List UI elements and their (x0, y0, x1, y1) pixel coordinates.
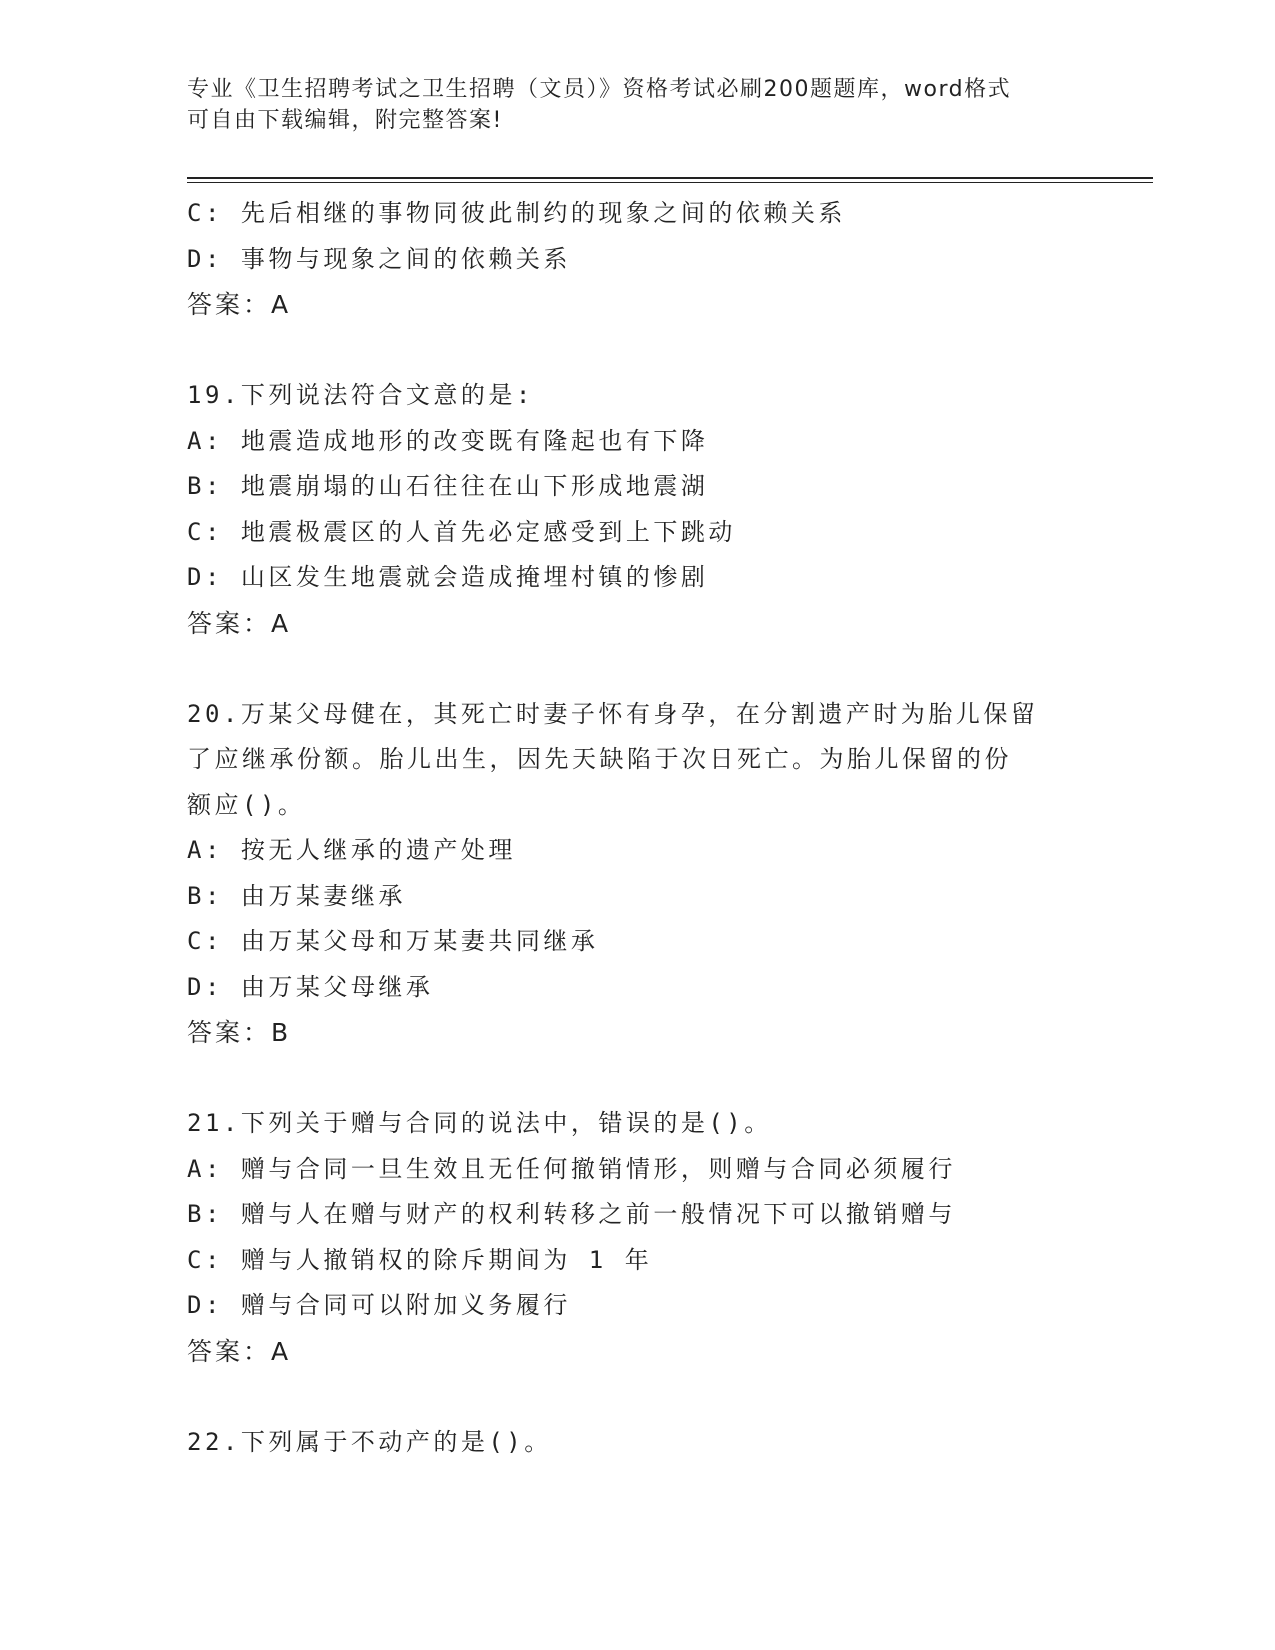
option-c: C: 地震极震区的人首先必定感受到上下跳动 (187, 517, 736, 546)
question-stem: 19.下列说法符合文意的是: (187, 381, 534, 409)
question-stem: 22.下列属于不动产的是()。 (187, 1427, 552, 1456)
option-a: A: 赠与合同一旦生效且无任何撤销情形，则赠与合同必须履行 (187, 1154, 956, 1183)
option-d: D: 事物与现象之间的依赖关系 (187, 244, 571, 273)
answer-label: 答案：A (187, 608, 292, 638)
question-stem-line-2: 了应继承份额。胎儿出生，因先天缺陷于次日死亡。为胎儿保留的份 (187, 745, 1012, 773)
option-a: A: 按无人继承的遗产处理 (187, 836, 516, 864)
header-divider-thick (187, 177, 1153, 179)
document-header (187, 74, 1067, 136)
spacer (187, 646, 1087, 692)
option-b: B: 由万某妻继承 (187, 881, 406, 910)
option-a: A: 地震造成地形的改变既有隆起也有下降 (187, 426, 709, 455)
header-title-line-1: 专业《卫生招聘考试之卫生招聘（文员）》资格考试必刷200题题库，word格式 (187, 77, 1012, 102)
answer-label: 答案：A (187, 290, 292, 319)
question-block-22 (187, 1420, 1087, 1466)
question-block-19 (187, 373, 1087, 646)
spacer (187, 328, 1087, 374)
spacer (187, 1374, 1087, 1420)
option-d: D: 山区发生地震就会造成掩埋村镇的惨剧 (187, 563, 709, 591)
question-list (187, 191, 1087, 1465)
answer-label: 答案：A (187, 1336, 292, 1366)
option-c: C: 先后相继的事物同彼此制约的现象之间的依赖关系 (187, 199, 846, 227)
spacer (187, 1056, 1087, 1102)
answer-label: 答案：B (187, 1018, 292, 1047)
option-b: B: 地震崩塌的山石往往在山下形成地震湖 (187, 472, 709, 500)
header-title-line-2: 可自由下载编辑，附完整答案! (187, 108, 503, 133)
question-stem-line-3: 额应()。 (187, 790, 306, 819)
option-c: C: 赠与人撤销权的除斥期间为 1 年 (187, 1245, 653, 1274)
option-d: D: 由万某父母继承 (187, 972, 434, 1001)
question-stem-line-1: 20.万某父母健在，其死亡时妻子怀有身孕，在分割遗产时为胎儿保留 (187, 699, 1039, 728)
option-c: C: 由万某父母和万某妻共同继承 (187, 927, 599, 955)
option-b: B: 赠与人在赠与财产的权利转移之前一般情况下可以撤销赠与 (187, 1200, 956, 1228)
question-stem: 21.下列关于赠与合同的说法中，错误的是()。 (187, 1109, 772, 1137)
question-block-20 (187, 692, 1087, 1056)
option-d: D: 赠与合同可以附加义务履行 (187, 1291, 571, 1319)
header-divider-thin (187, 182, 1153, 183)
question-block-18 (187, 191, 1087, 328)
question-block-21 (187, 1101, 1087, 1374)
